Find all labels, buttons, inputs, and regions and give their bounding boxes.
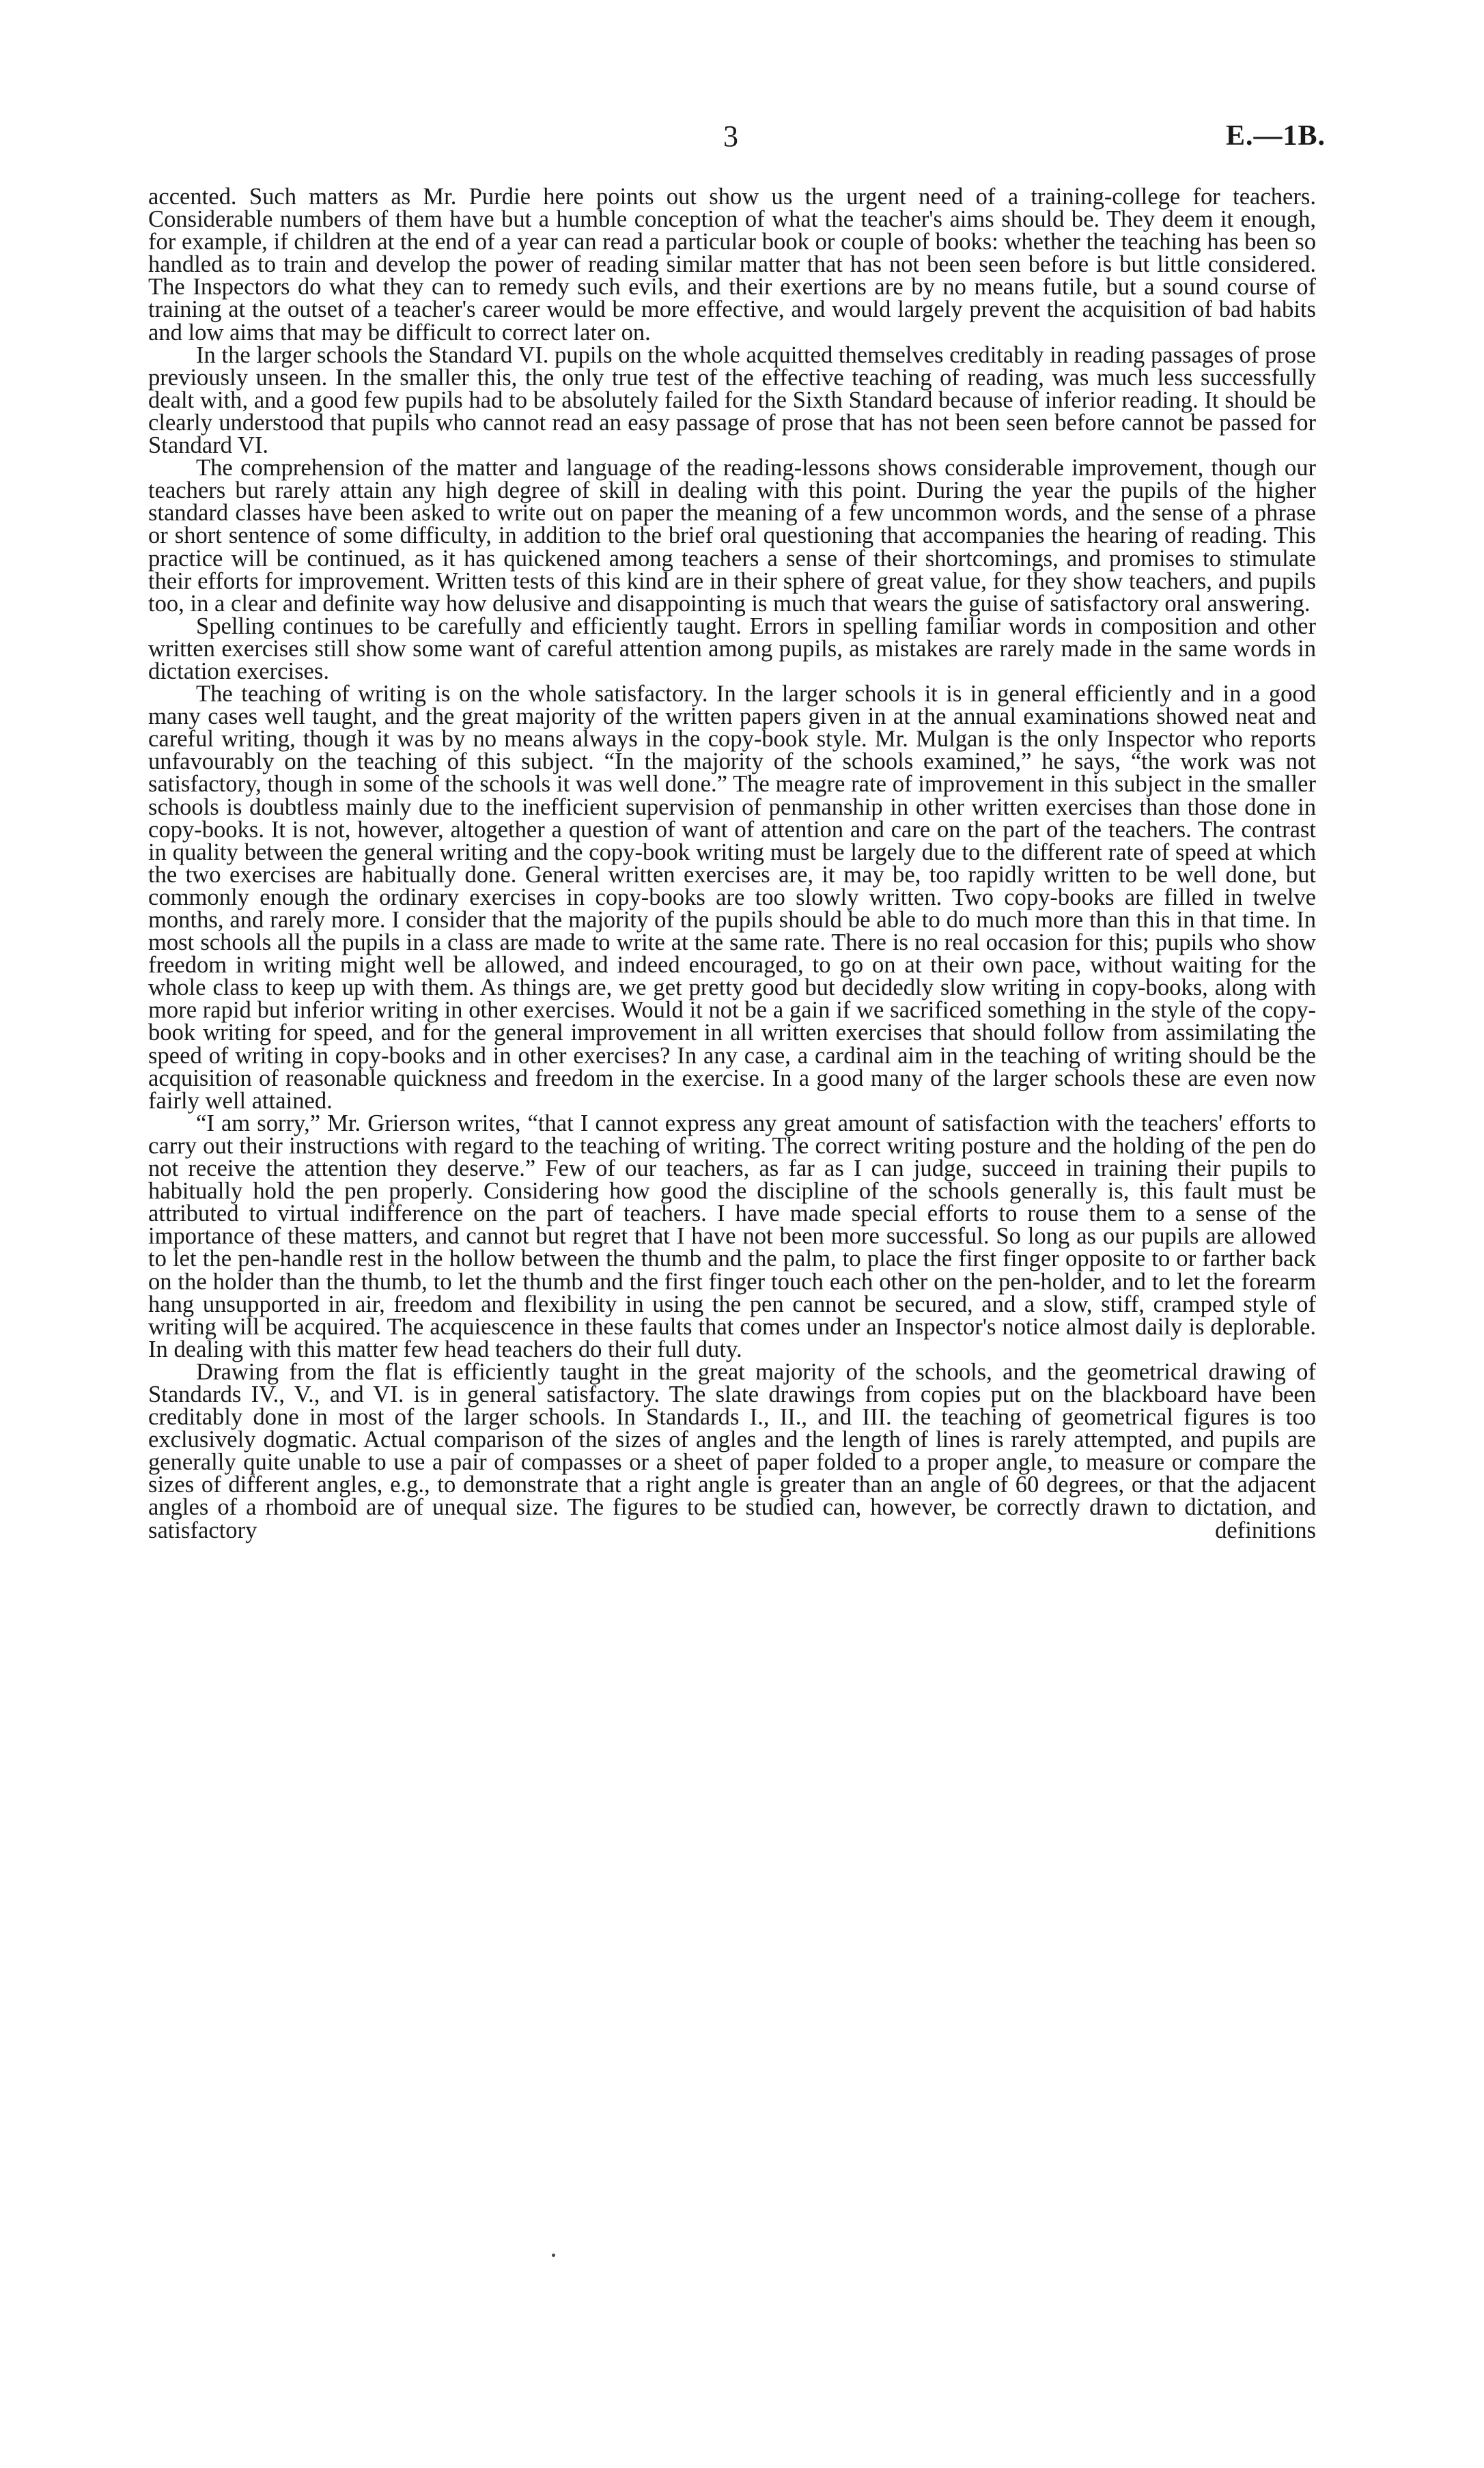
- paragraph-writing: The teaching of writing is on the whole satisfactory. In the larger schools it is in general efficiently and in a good many cases well taught, and the great majority of the written papers given in at the annual examinations showed neat and careful writing, though it was by no means always in the copy-book style. Mr. Mulgan is the only Inspector who reports unfavourably on the teaching of this subject. “In the majority of the schools examined,” he says, “the work was not satisfactory, though in some of the schools it was well done.” The meagre rate of improvement in this subject in the smaller schools is doubtless mainly due to the inefficient supervision of penmanship in other written exercises than those done in copy-books. It is not, however, altogether a question of want of attention and care on the part of the teachers. The contrast in quality between the general writing and the copy-book writing must be largely due to the different rate of speed at which the two exercises are habitually done. General written exercises are, it may be, too rapidly written to be well done, but commonly enough the ordinary exercises in copy-books are too slowly written. Two copy-books are filled in twelve months, and rarely more. I consider that the majority of the pupils should be able to do much more than this in that time. In most schools all the pupils in a class are made to write at the same rate. There is no real occasion for this; pupils who show freedom in writing might well be allowed, and indeed encouraged, to go on at their own pace, without waiting for the whole class to keep up with them. As things are, we get pretty good but decidedly slow writing in copy-books, along with more rapid but inferior writing in other exercises. Would it not be a gain if we sacrificed something in the style of the copy-book writing for speed, and for the general improvement in all written exercises that should follow from assimilating the speed of writing in copy-books and in other exercises? In any case, a cardinal aim in the teaching of writing should be the acquisition of reasonable quickness and freedom in the exercise. In a good many of the larger schools these are even now fairly well attained.: [148, 681, 1316, 1114]
- paragraph-comprehension: The comprehension of the matter and language of the reading-lessons shows considerable improvement, though our teachers but rarely attain any high degree of skill in dealing with this point. During the year the pupils of the higher standard classes have been asked to write out on paper the meaning of a few uncommon words, and the sense of a phrase or short sentence of some difficulty, in addition to the brief oral questioning that accompanies the hearing of reading. This practice will be continued, as it has quickened among teachers a sense of their shortcomings, and promises to stimulate their efforts for improvement. Written tests of this kind are in their sphere of great value, for they show teachers, and pupils too, in a clear and definite way how delusive and disappointing is much that wears the guise of satisfactory oral answering.: [148, 455, 1316, 617]
- paragraph-training-college: accented. Such matters as Mr. Purdie here points out show us the urgent need of a training-college for teachers. Considerable numbers of them have but a humble conception of what the teacher's aims should be. They deem it enough, for example, if children at the end of a year can read a particular book or couple of books: whether the teaching has been so handled as to train and develop the power of reading similar matter that has not been seen before is but little considered. The Inspectors do what they can to remedy such evils, and their exertions are by no means futile, but a sound course of training at the outset of a teacher's career would be more effective, and would largely prevent the acquisition of bad habits and low aims that may be difficult to correct later on.: [148, 184, 1316, 346]
- paragraph-standard-vi-reading: In the larger schools the Standard VI. pupils on the whole acquitted themselves creditably in reading passages of prose previously unseen. In the smaller this, the only true test of the effective teaching of reading, was much less successfully dealt with, and a good few pupils had to be absolutely failed for the Sixth Standard because of inferior reading. It should be clearly understood that pupils who cannot read an easy passage of prose that has not been seen before cannot be passed for Standard VI.: [148, 341, 1316, 459]
- document-reference: E.—1B.: [1225, 120, 1326, 152]
- stray-mark: [552, 2254, 555, 2257]
- paragraph-drawing: Drawing from the flat is efficiently taught in the great majority of the schools, and the geometrical drawing of Standards IV., V., and VI. is in general satisfactory. The slate drawings from copies put on the blackboard have been creditably done in most of the larger schools. In Standards I., II., and III. the teaching of geometrical figures is too exclusively dogmatic. Actual comparison of the sizes of angles and the length of lines is rarely attempted, and pupils are generally quite unable to use a pair of compasses or a sheet of paper folded to a proper angle, to measure or compare the sizes of different angles, e.g., to demonstrate that a right angle is greater than an angle of 60 degrees, or that the adjacent angles of a rhomboid are of unequal size. The figures to be studied can, however, be correctly drawn to dictation, and satisfactory definitions: [148, 1358, 1316, 1543]
- paragraph-spelling: Spelling continues to be carefully and efficiently taught. Errors in spelling familiar words in composition and other written exercises still show some want of careful attention among pupils, as mistakes are rarely made in the same words in dictation exercises.: [148, 613, 1316, 684]
- body-text: [148, 186, 1316, 1542]
- page-number: 3: [723, 120, 738, 153]
- paragraph-grierson-writing: “I am sorry,” Mr. Grierson writes, “that I cannot express any great amount of satisfaction with the teachers' efforts to carry out their instructions with regard to the teaching of writing. The correct writing posture and the holding of the pen do not receive the attention they deserve.” Few of our teachers, as far as I can judge, succeed in training their pupils to habitually hold the pen properly. Considering how good the discipline of the schools generally is, this fault must be attributed to virtual indifference on the part of teachers. I have made special efforts to rouse them to a sense of the importance of these matters, and cannot but regret that I have not been more successful. So long as our pupils are allowed to let the pen-handle rest in the hollow between the thumb and the palm, to place the first finger opposite to or farther back on the holder than the thumb, to let the thumb and the first finger touch each other on the pen-holder, and to let the forearm hang unsupported in air, freedom and flexibility in using the pen cannot be secured, and a slow, stiff, cramped style of writing will be acquired. The acquiescence in these faults that comes under an Inspector's notice almost daily is deplorable. In dealing with this matter few head teachers do their full duty.: [148, 1110, 1316, 1362]
